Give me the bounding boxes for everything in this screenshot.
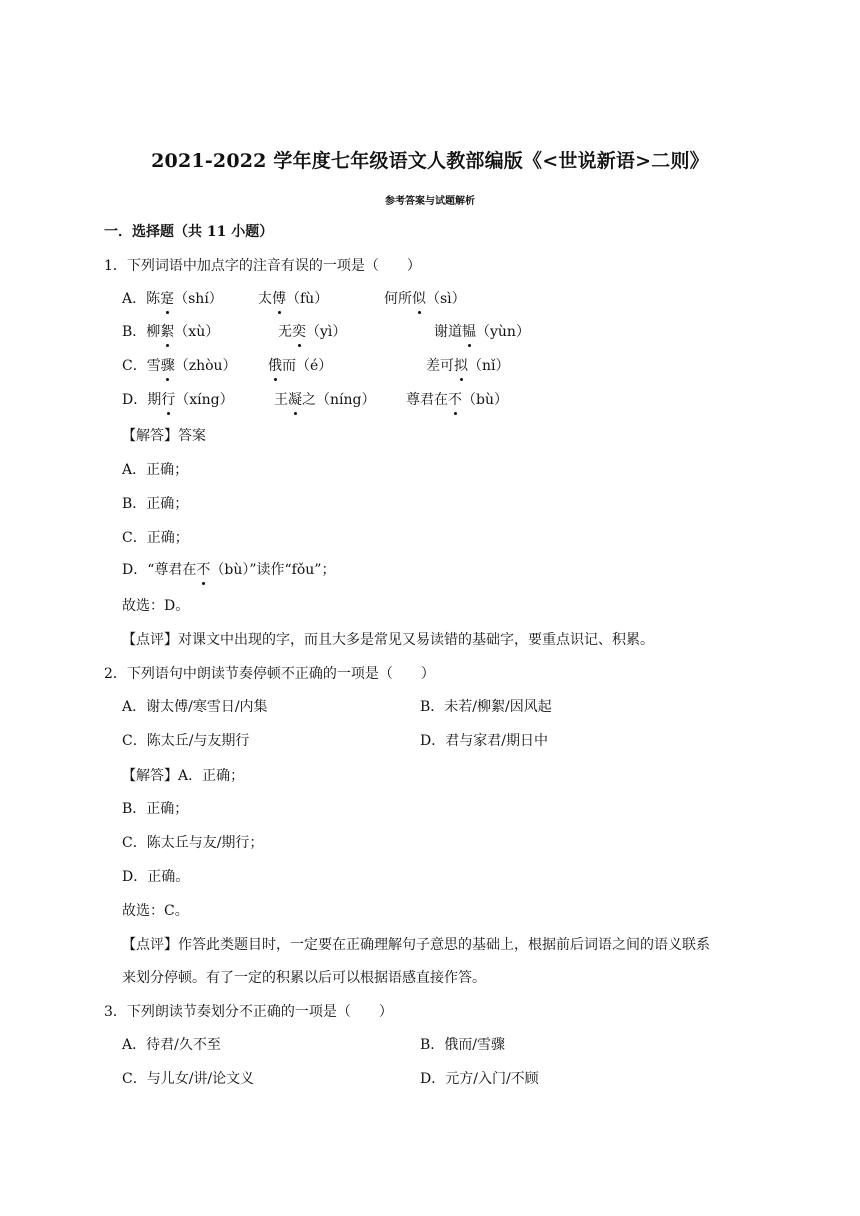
dotted-char: 行: [161, 392, 176, 408]
q1-option-b: [122, 322, 219, 342]
dotted-char: 拟: [454, 358, 468, 374]
word-prefix: 雪: [146, 358, 161, 374]
q1-option-c-word2: [268, 356, 332, 376]
q1-option-a-word2: [258, 289, 328, 309]
q2-comment-line1: 【点评】作答此类题目时，一定要在正确理解句子意思的基础上，根据前后词语之间的语义联系: [122, 937, 710, 953]
q2-option-a: A．谢太傅/寒雪日/内集: [122, 699, 268, 715]
pinyin: （xù）: [174, 324, 220, 340]
word-prefix: 尊君在: [406, 392, 448, 408]
answer-text: D．“尊君在: [122, 562, 197, 578]
pinyin: （zhòu）: [174, 358, 237, 374]
answer-text: （bù）”读作“fǒu”；: [210, 562, 336, 578]
question-2-stem: 2．下列语句中朗读节奏停顿不正确的一项是（ ）: [104, 666, 435, 682]
option-label: B．: [122, 324, 147, 340]
q1-option-c-word3: [426, 356, 510, 376]
q2-answer-d: D．正确。: [122, 869, 190, 885]
dotted-char: 寔: [160, 291, 175, 307]
option-label: A．: [122, 291, 147, 307]
q2-comment-line2: 来划分停顿。有了一定的积累以后可以根据语感直接作答。: [122, 970, 486, 986]
q2-choice: 故选：C。: [122, 903, 189, 919]
dotted-char: 絮: [160, 324, 175, 340]
word-prefix: 柳: [146, 324, 161, 340]
q1-option-d: [122, 390, 234, 410]
q1-choice: 故选：D。: [122, 598, 190, 614]
q1-answer-a: A．正确；: [122, 462, 189, 478]
pinyin: （nǐ）: [468, 358, 510, 374]
pinyin: （yùn）: [476, 324, 530, 340]
word-prefix: 王: [274, 392, 288, 408]
section-heading: 一．选择题（共 11 小题）: [104, 224, 274, 240]
word-prefix: 期: [147, 392, 162, 408]
option-label: D．: [122, 392, 148, 408]
q2-option-c: C．陈太丘/与友期行: [122, 733, 250, 749]
q2-option-b: B．未若/柳絮/因风起: [420, 699, 552, 715]
dotted-char: 傅: [272, 291, 286, 307]
q1-option-d-word3: [406, 390, 508, 410]
q3-option-a: A．待君/久不至: [122, 1037, 221, 1053]
q1-comment: 【点评】对课文中出现的字，而且大多是常见又易读错的基础字，要重点识记、积累。: [122, 632, 654, 648]
word-prefix: 谢道: [434, 324, 462, 340]
q2-answer-c: C．陈太丘与友/期行；: [122, 835, 264, 851]
word-prefix: 何所: [384, 291, 412, 307]
q1-answer-b: B．正确；: [122, 496, 189, 512]
dotted-char: 不: [196, 562, 211, 578]
q3-option-c: C．与儿女/讲/论文义: [122, 1071, 255, 1087]
dotted-char: 俄: [268, 358, 282, 374]
pinyin: 之（níng）: [302, 392, 376, 408]
pinyin: （sì）: [426, 291, 466, 307]
pinyin: 而（é）: [282, 358, 333, 374]
dotted-char: 凝: [288, 392, 302, 408]
dotted-char: 似: [412, 291, 426, 307]
word-prefix: 太: [258, 291, 272, 307]
q2-answer-heading: 【解答】A．正确；: [122, 768, 245, 784]
q2-answer-b: B．正确；: [122, 801, 189, 817]
q1-option-d-word2: [274, 390, 375, 410]
pinyin: （xíng）: [175, 392, 234, 408]
pinyin: （bù）: [462, 392, 508, 408]
dotted-char: 韫: [462, 324, 476, 340]
dotted-char: 奕: [292, 324, 306, 340]
dotted-char: 不: [448, 392, 462, 408]
option-label: C．: [122, 358, 147, 374]
word-prefix: 陈: [146, 291, 161, 307]
pinyin: （fù）: [286, 291, 329, 307]
q1-answer-d: [122, 560, 335, 580]
q3-option-d: D．元方/入门/不顾: [420, 1071, 539, 1087]
q1-option-a-word3: [384, 289, 466, 309]
q3-option-b: B．俄而/雪骤: [420, 1037, 506, 1053]
q1-answer-c: C．正确；: [122, 530, 189, 546]
pinyin: （shí）: [174, 291, 223, 307]
q1-option-b-word3: [434, 322, 530, 342]
q1-option-c: [122, 356, 237, 376]
q1-option-a: [122, 289, 223, 309]
document-subtitle: 参考答案与试题解析: [385, 196, 475, 207]
question-3-stem: 3．下列朗读节奏划分不正确的一项是（ ）: [104, 1004, 393, 1020]
pinyin: （yì）: [306, 324, 347, 340]
word-prefix: 差可: [426, 358, 454, 374]
word-prefix: 无: [278, 324, 292, 340]
dotted-char: 骤: [160, 358, 175, 374]
q1-option-b-word2: [278, 322, 346, 342]
q1-answer-heading: 【解答】答案: [122, 428, 206, 444]
document-title: 2021-2022 学年度七年级语文人教部编版《<世说新语>二则》: [151, 150, 709, 172]
q2-option-d: D．君与家君/期日中: [420, 733, 548, 749]
question-1-stem: 1．下列词语中加点字的注音有误的一项是（ ）: [104, 258, 421, 274]
